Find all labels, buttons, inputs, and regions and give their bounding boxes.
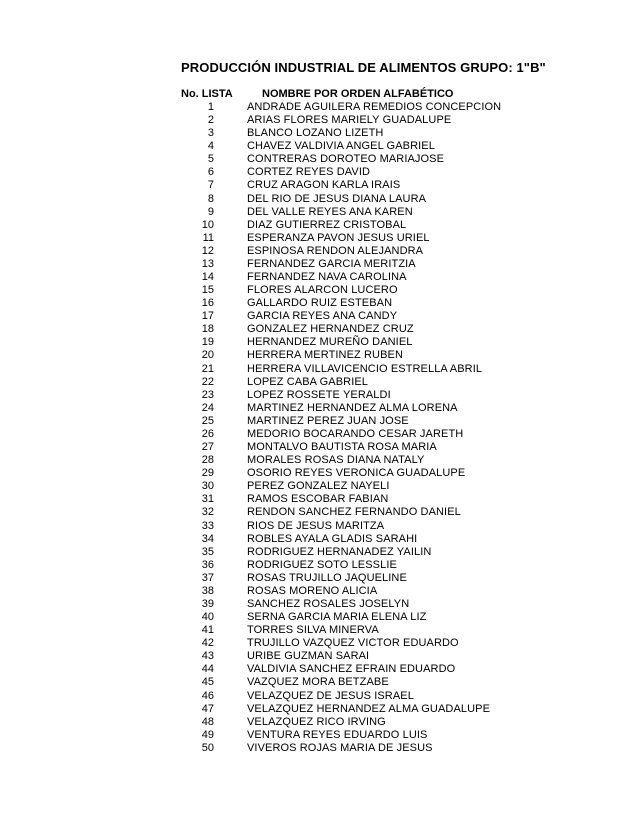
list-number: 2: [207, 114, 214, 127]
list-number: 27: [201, 441, 214, 454]
student-row: [0, 676, 638, 689]
list-number: 16: [201, 297, 214, 310]
student-row: [0, 650, 638, 663]
student-row: [0, 493, 638, 506]
list-number: 17: [201, 310, 214, 323]
list-number: 28: [201, 454, 214, 467]
student-row: [0, 284, 638, 297]
list-number: 42: [201, 637, 214, 650]
student-name: SERNA GARCIA MARIA ELENA LIZ: [247, 611, 427, 624]
student-name: LOPEZ CABA GABRIEL: [247, 375, 369, 388]
student-row: [0, 140, 638, 153]
student-name: RODRIGUEZ HERNANADEZ YAILIN: [247, 545, 432, 558]
student-name: MEDORIO BOCARANDO CESAR JARETH: [247, 427, 464, 440]
student-name: ARIAS FLORES MARIELY GUADALUPE: [247, 114, 452, 127]
student-name: HERRERA MERTINEZ RUBEN: [247, 349, 404, 362]
list-number: 15: [201, 284, 214, 297]
student-row: [0, 206, 638, 219]
student-name: VELAZQUEZ HERNANDEZ ALMA GUADALUPE: [247, 702, 491, 715]
student-name: DIAZ GUTIERREZ CRISTOBAL: [247, 218, 407, 231]
student-name: GALLARDO RUIZ ESTEBAN: [247, 297, 393, 310]
list-number: 10: [201, 218, 214, 231]
student-name: VALDIVIA SANCHEZ EFRAIN EDUARDO: [247, 663, 456, 676]
student-name: CRUZ ARAGON KARLA IRAIS: [247, 179, 401, 192]
student-name: ESPINOSA RENDON ALEJANDRA: [247, 244, 424, 257]
list-number: 44: [201, 663, 214, 676]
student-row: [0, 271, 638, 284]
list-number: 3: [207, 127, 214, 140]
list-number: 5: [207, 153, 214, 166]
student-row: [0, 310, 638, 323]
list-number: 29: [201, 467, 214, 480]
list-number: 7: [207, 179, 214, 192]
student-row: [0, 585, 638, 598]
student-row: [0, 101, 638, 114]
list-number: 21: [201, 362, 214, 375]
list-number: 37: [201, 571, 214, 584]
student-name: URIBE GUZMAN SARAI: [247, 650, 370, 663]
student-name: MARTINEZ HERNANDEZ ALMA LORENA: [247, 401, 458, 414]
list-number: 11: [202, 231, 214, 244]
list-number: 9: [207, 205, 214, 218]
list-number: 40: [201, 611, 214, 624]
student-name: VAZQUEZ MORA BETZABE: [247, 676, 389, 689]
student-row: [0, 363, 638, 376]
student-name: GONZALEZ HERNANDEZ CRUZ: [247, 323, 414, 336]
student-row: [0, 297, 638, 310]
student-name: ROSAS MORENO ALICIA: [247, 584, 378, 597]
list-number: 31: [201, 493, 214, 506]
list-number: 34: [201, 532, 214, 545]
student-row: [0, 258, 638, 271]
student-row: [0, 349, 638, 362]
list-number: 50: [201, 741, 214, 754]
student-row: [0, 441, 638, 454]
student-row: [0, 245, 638, 258]
list-number: 12: [201, 244, 214, 257]
list-number: 49: [201, 728, 214, 741]
student-row: [0, 219, 638, 232]
student-name: GARCIA REYES ANA CANDY: [247, 310, 398, 323]
student-row: [0, 232, 638, 245]
student-row: [0, 533, 638, 546]
list-number: 19: [201, 336, 214, 349]
column-header-name: NOMBRE POR ORDEN ALFABÉTICO: [262, 88, 454, 100]
list-number: 6: [207, 166, 214, 179]
list-number: 46: [201, 689, 214, 702]
student-name: PEREZ GONZALEZ NAYELI: [247, 480, 390, 493]
student-name: RAMOS ESCOBAR FABIAN: [247, 493, 389, 506]
student-row: [0, 323, 638, 336]
list-number: 20: [201, 349, 214, 362]
student-name: ANDRADE AGUILERA REMEDIOS CONCEPCION: [247, 101, 502, 113]
student-name: ESPERANZA PAVON JESUS URIEL: [247, 231, 430, 244]
list-number: 22: [201, 375, 214, 388]
student-row: [0, 742, 638, 755]
student-row: [0, 179, 638, 192]
list-number: 30: [201, 480, 214, 493]
list-number: 26: [201, 427, 214, 440]
list-number: 39: [201, 597, 214, 610]
student-name: LOPEZ ROSSETE YERALDI: [247, 388, 391, 401]
student-row: [0, 690, 638, 703]
list-number: 33: [201, 519, 214, 532]
student-name: MARTINEZ PEREZ JUAN JOSE: [247, 414, 409, 427]
student-row: [0, 402, 638, 415]
student-name: CHAVEZ VALDIVIA ANGEL GABRIEL: [247, 140, 435, 153]
student-name: FERNANDEZ NAVA CAROLINA: [247, 271, 407, 284]
student-row: [0, 663, 638, 676]
student-name: HERNANDEZ MUREÑO DANIEL: [247, 336, 413, 349]
list-number: 35: [201, 545, 214, 558]
student-name: ROSAS TRUJILLO JAQUELINE: [247, 571, 407, 584]
student-name: VELAZQUEZ DE JESUS ISRAEL: [247, 689, 414, 702]
student-row: [0, 546, 638, 559]
student-row: [0, 624, 638, 637]
list-number: 45: [201, 676, 214, 689]
student-row: [0, 716, 638, 729]
list-number: 4: [207, 140, 214, 153]
list-number: 41: [201, 624, 214, 637]
student-row: [0, 127, 638, 140]
student-row: [0, 520, 638, 533]
student-name: BLANCO LOZANO LIZETH: [247, 127, 384, 140]
list-number: 18: [201, 323, 214, 336]
student-name: FERNANDEZ GARCIA MERITZIA: [247, 257, 416, 270]
student-row: [0, 415, 638, 428]
student-row: [0, 153, 638, 166]
list-number: 48: [201, 715, 214, 728]
list-number: 24: [201, 401, 214, 414]
student-name: VELAZQUEZ RICO IRVING: [247, 715, 386, 728]
student-row: [0, 376, 638, 389]
list-number: 1: [207, 101, 214, 113]
list-number: 43: [201, 650, 214, 663]
student-row: [0, 454, 638, 467]
list-number: 13: [201, 257, 214, 270]
student-row: [0, 611, 638, 624]
list-number: 23: [201, 388, 214, 401]
student-list: [0, 101, 638, 755]
student-row: [0, 572, 638, 585]
student-name: RIOS DE JESUS MARITZA: [247, 519, 385, 532]
student-row: [0, 467, 638, 480]
student-row: [0, 729, 638, 742]
student-name: MORALES ROSAS DIANA NATALY: [247, 454, 425, 467]
student-name: TRUJILLO VAZQUEZ VICTOR EDUARDO: [247, 637, 459, 650]
student-row: [0, 703, 638, 716]
list-number: 32: [201, 506, 214, 519]
student-row: [0, 480, 638, 493]
list-number: 47: [201, 702, 214, 715]
list-number: 25: [201, 414, 214, 427]
student-row: [0, 559, 638, 572]
student-name: VENTURA REYES EDUARDO LUIS: [247, 728, 428, 741]
student-row: [0, 598, 638, 611]
student-name: CORTEZ REYES DAVID: [247, 166, 371, 179]
student-name: RENDON SANCHEZ FERNANDO DANIEL: [247, 506, 461, 519]
student-row: [0, 389, 638, 402]
student-name: FLORES ALARCON LUCERO: [247, 284, 398, 297]
student-name: ROBLES AYALA GLADIS SARAHI: [247, 532, 418, 545]
student-name: TORRES SILVA MINERVA: [247, 624, 379, 637]
student-name: DEL RIO DE JESUS DIANA LAURA: [247, 192, 427, 205]
student-name: RODRIGUEZ SOTO LESSLIE: [247, 558, 397, 571]
list-number: 8: [207, 192, 214, 205]
student-row: [0, 428, 638, 441]
list-number: 36: [201, 558, 214, 571]
student-row: [0, 114, 638, 127]
student-name: HERRERA VILLAVICENCIO ESTRELLA ABRIL: [247, 362, 483, 375]
list-number: 14: [201, 271, 214, 284]
student-name: DEL VALLE REYES ANA KAREN: [247, 205, 413, 218]
student-row: [0, 166, 638, 179]
student-row: [0, 637, 638, 650]
student-row: [0, 506, 638, 519]
student-name: SANCHEZ ROSALES JOSELYN: [247, 597, 410, 610]
document-title: PRODUCCIÓN INDUSTRIAL DE ALIMENTOS GRUPO: 1"B": [181, 60, 546, 75]
student-name: OSORIO REYES VERONICA GUADALUPE: [247, 467, 466, 480]
student-row: [0, 336, 638, 349]
student-name: MONTALVO BAUTISTA ROSA MARIA: [247, 441, 437, 454]
student-name: VIVEROS ROJAS MARIA DE JESUS: [247, 741, 433, 754]
student-row: [0, 193, 638, 206]
column-header-list-number: No. LISTA: [181, 88, 233, 100]
student-name: CONTRERAS DOROTEO MARIAJOSE: [247, 153, 445, 166]
list-number: 38: [201, 584, 214, 597]
